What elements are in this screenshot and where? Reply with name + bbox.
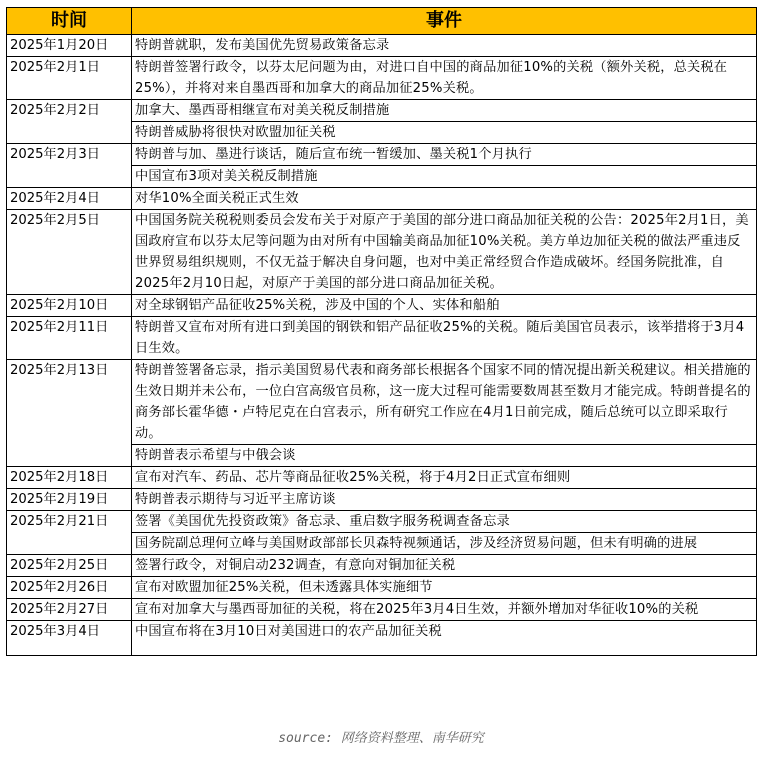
table-row bbox=[7, 295, 757, 317]
event-cell: 特朗普威胁将很快对欧盟加征关税 bbox=[132, 122, 757, 144]
date-cell: 2025年2月2日 bbox=[7, 100, 132, 144]
event-cell: 宣布对汽车、药品、芯片等商品征收25%关税，将于4月2日正式宣布细则 bbox=[132, 467, 757, 489]
date-cell: 2025年1月20日 bbox=[7, 35, 132, 57]
table-row bbox=[7, 317, 757, 360]
event-cell: 特朗普就职，发布美国优先贸易政策备忘录 bbox=[132, 35, 757, 57]
header-time: 时间 bbox=[7, 8, 132, 35]
table-row bbox=[7, 489, 757, 511]
header-row bbox=[7, 8, 757, 35]
date-cell: 2025年2月4日 bbox=[7, 188, 132, 210]
source-note: source: 网络资料整理、南华研究 bbox=[278, 731, 484, 746]
event-cell: 加拿大、墨西哥相继宣布对美关税反制措施 bbox=[132, 100, 757, 122]
event-cell: 中国宣布将在3月10日对美国进口的农产品加征关税 bbox=[132, 621, 757, 656]
event-cell: 特朗普签署备忘录，指示美国贸易代表和商务部长根据各个国家不同的情况提出新关税建议。相关措施的生效日期并未公布，一位白宫高级官员称，这一庞大过程可能需要数周甚至数月才能完成。特朗普提名的商务部长霍华德・卢特尼克在白宫表示，所有研究工作应在4月1日前完成，随后总统可以立即采取行动。 bbox=[132, 360, 757, 445]
events-table bbox=[6, 7, 757, 656]
event-cell: 特朗普表示期待与习近平主席访谈 bbox=[132, 489, 757, 511]
table-row bbox=[7, 35, 757, 57]
date-cell: 2025年2月26日 bbox=[7, 577, 132, 599]
event-cell: 国务院副总理何立峰与美国财政部部长贝森特视频通话，涉及经济贸易问题，但未有明确的进展 bbox=[132, 533, 757, 555]
event-cell: 签署《美国优先投资政策》备忘录、重启数字服务税调查备忘录 bbox=[132, 511, 757, 533]
table-row bbox=[7, 467, 757, 489]
date-cell: 2025年2月18日 bbox=[7, 467, 132, 489]
table-row bbox=[7, 555, 757, 577]
event-cell: 中国国务院关税税则委员会发布关于对原产于美国的部分进口商品加征关税的公告：2025年2月1日，美国政府宣布以芬太尼等问题为由对所有中国输美商品加征10%关税。美方单边加征关税的做法严重违反世界贸易组织规则，不仅无益于解决自身问题，也对中美正常经贸合作造成破坏。经国务院批准，自2025年2月10日起，对原产于美国的部分进口商品加征关税。 bbox=[132, 210, 757, 295]
table-row bbox=[7, 511, 757, 533]
table-row bbox=[7, 57, 757, 100]
date-cell: 2025年2月25日 bbox=[7, 555, 132, 577]
table-row bbox=[7, 621, 757, 656]
date-cell: 2025年2月3日 bbox=[7, 144, 132, 188]
event-cell: 对华10%全面关税正式生效 bbox=[132, 188, 757, 210]
date-cell: 2025年2月10日 bbox=[7, 295, 132, 317]
date-cell: 2025年2月21日 bbox=[7, 511, 132, 555]
date-cell: 2025年2月1日 bbox=[7, 57, 132, 100]
event-cell: 特朗普与加、墨进行谈话，随后宣布统一暂缓加、墨关税1个月执行 bbox=[132, 144, 757, 166]
date-cell: 2025年2月19日 bbox=[7, 489, 132, 511]
table-row bbox=[7, 599, 757, 621]
table-row bbox=[7, 100, 757, 122]
date-cell: 2025年2月5日 bbox=[7, 210, 132, 295]
table-row bbox=[7, 188, 757, 210]
date-cell: 2025年2月13日 bbox=[7, 360, 132, 467]
table-row bbox=[7, 577, 757, 599]
event-cell: 宣布对欧盟加征25%关税，但未透露具体实施细节 bbox=[132, 577, 757, 599]
date-cell: 2025年2月27日 bbox=[7, 599, 132, 621]
header-event: 事件 bbox=[132, 8, 757, 35]
date-cell: 2025年2月11日 bbox=[7, 317, 132, 360]
event-cell: 特朗普表示希望与中俄会谈 bbox=[132, 445, 757, 467]
table-row bbox=[7, 360, 757, 445]
date-cell: 2025年3月4日 bbox=[7, 621, 132, 656]
event-cell: 对全球钢铝产品征收25%关税，涉及中国的个人、实体和船舶 bbox=[132, 295, 757, 317]
table-row bbox=[7, 144, 757, 166]
table-row bbox=[7, 210, 757, 295]
event-cell: 中国宣布3项对美关税反制措施 bbox=[132, 166, 757, 188]
event-cell: 特朗普又宣布对所有进口到美国的钢铁和铝产品征收25%的关税。随后美国官员表示，该举措将于3月4日生效。 bbox=[132, 317, 757, 360]
event-cell: 特朗普签署行政令，以芬太尼问题为由，对进口自中国的商品加征10%的关税（额外关税，总关税在25%），并将对来自墨西哥和加拿大的商品加征25%关税。 bbox=[132, 57, 757, 100]
event-cell: 宣布对加拿大与墨西哥加征的关税，将在2025年3月4日生效，并额外增加对华征收10%的关税 bbox=[132, 599, 757, 621]
event-cell: 签署行政令，对铜启动232调查，有意向对铜加征关税 bbox=[132, 555, 757, 577]
